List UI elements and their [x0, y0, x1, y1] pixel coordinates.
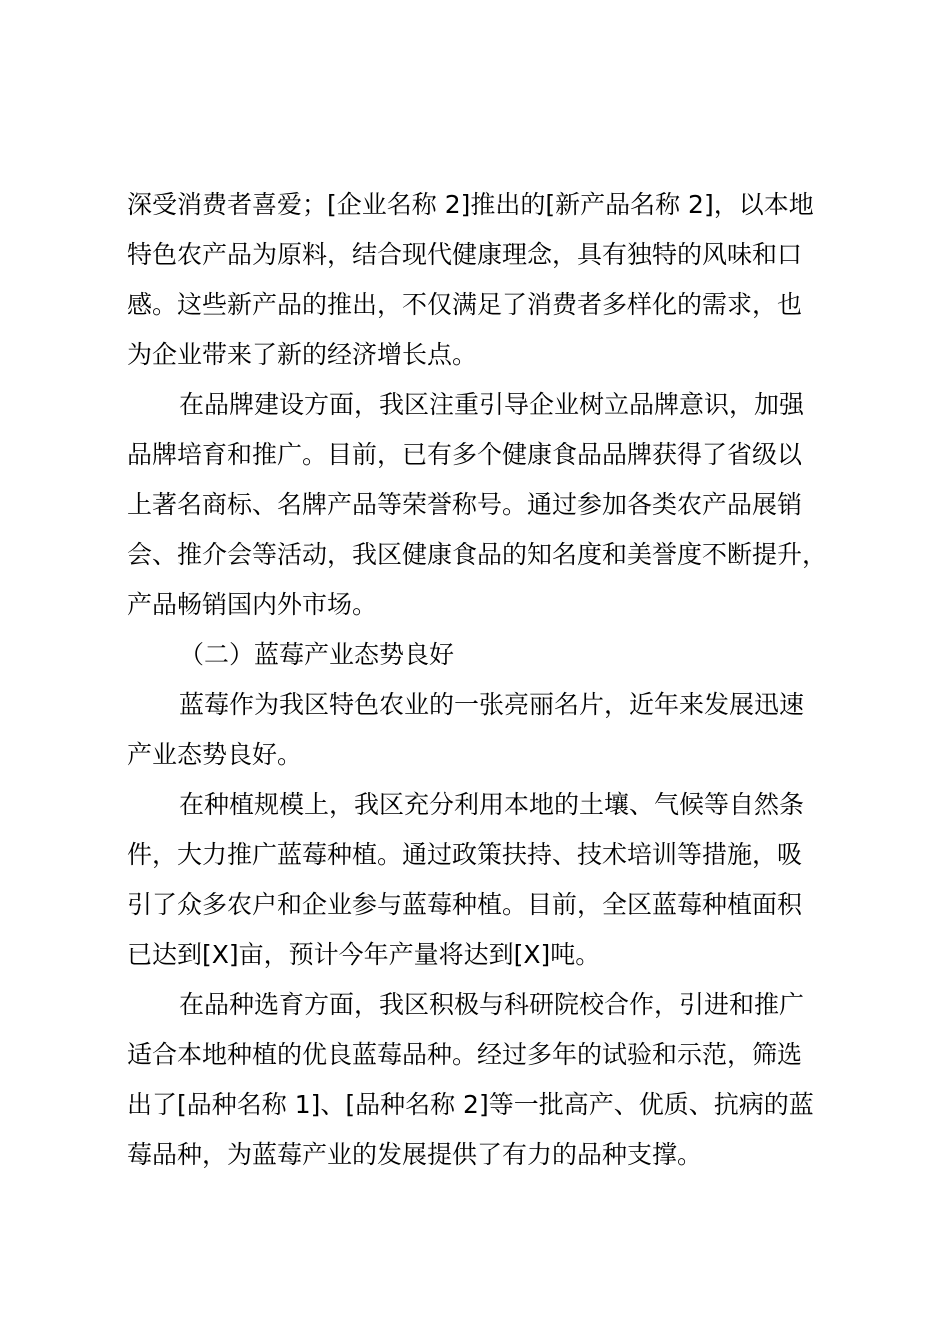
text-line: 为企业带来了新的经济增长点。 [127, 340, 478, 369]
paragraph-first-line: 在种植规模上，我区充分利用本地的土壤、气候等自然条 [179, 790, 805, 819]
text-line: 引了众多农户和企业参与蓝莓种植。目前，全区蓝莓种植面积 [127, 890, 803, 919]
text-line: 已达到[X]亩，预计今年产量将达到[X]吨。 [127, 940, 601, 969]
text-line: 特色农产品为原料，结合现代健康理念，具有独特的风味和口 [127, 240, 803, 269]
text-line: 感。这些新产品的推出，不仅满足了消费者多样化的需求，也 [127, 290, 803, 319]
text-line: 深受消费者喜爱；[企业名称 2]推出的[新产品名称 2]，以本地 [127, 190, 814, 219]
paragraph-first-line: 在品种选育方面，我区积极与科研院校合作，引进和推广 [179, 990, 805, 1019]
text-line: 适合本地种植的优良蓝莓品种。经过多年的试验和示范，筛选 [127, 1040, 803, 1069]
text-line: 莓品种，为蓝莓产业的发展提供了有力的品种支撑。 [127, 1140, 703, 1169]
paragraph-first-line: 蓝莓作为我区特色农业的一张亮丽名片，近年来发展迅速 [179, 690, 805, 719]
paragraph-first-line: 在品牌建设方面，我区注重引导企业树立品牌意识，加强 [179, 390, 805, 419]
text-line: 品牌培育和推广。目前，已有多个健康食品品牌获得了省级以 [127, 440, 803, 469]
text-line: 出了[品种名称 1]、[品种名称 2]等一批高产、优质、抗病的蓝 [127, 1090, 814, 1119]
text-line: 产品畅销国内外市场。 [127, 590, 378, 619]
text-line: 会、推介会等活动，我区健康食品的知名度和美誉度不断提升， [127, 540, 828, 569]
section-heading: （二）蓝莓产业态势良好 [179, 640, 455, 669]
text-line: 产业态势良好。 [127, 740, 303, 769]
text-line: 上著名商标、名牌产品等荣誉称号。通过参加各类农产品展销 [127, 490, 803, 519]
text-line: 件，大力推广蓝莓种植。通过政策扶持、技术培训等措施，吸 [127, 840, 803, 869]
